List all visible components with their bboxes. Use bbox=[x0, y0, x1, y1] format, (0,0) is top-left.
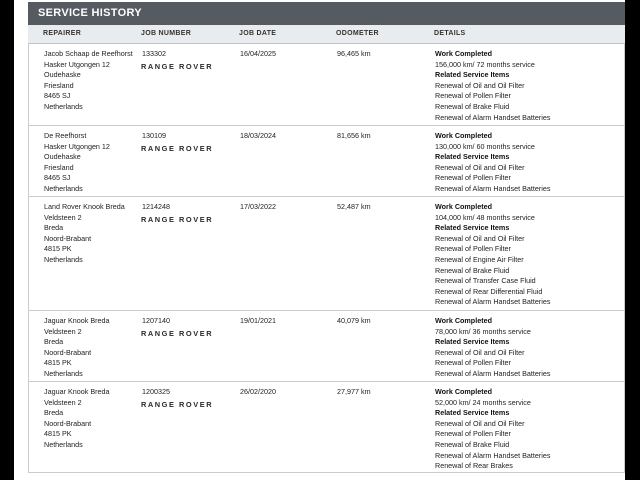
service-records-table bbox=[28, 43, 625, 473]
work-completed-value: 130,000 km/ 60 months service bbox=[435, 141, 535, 151]
related-service-item: Renewal of Brake Fluid bbox=[435, 439, 510, 449]
repairer-line: Jaguar Knook Breda bbox=[44, 387, 110, 396]
repairer-line: Netherlands bbox=[44, 254, 83, 264]
service-record-row bbox=[29, 196, 624, 311]
service-record-row bbox=[29, 43, 624, 126]
odometer-reading: 40,079 km bbox=[337, 316, 371, 325]
svg-text:RANGE ROVER: RANGE ROVER bbox=[141, 144, 214, 153]
job-number: 133302 bbox=[142, 49, 166, 58]
related-service-item: Renewal of Alarm Handset Batteries bbox=[435, 368, 551, 378]
range-rover-logo bbox=[141, 400, 221, 409]
job-date: 26/02/2020 bbox=[240, 387, 276, 396]
job-date: 17/03/2022 bbox=[240, 202, 276, 211]
job-date: 16/04/2025 bbox=[240, 49, 276, 58]
range-rover-logo bbox=[141, 144, 221, 153]
service-details bbox=[435, 387, 550, 472]
related-service-item: Renewal of Pollen Filter bbox=[435, 91, 511, 101]
related-service-item: Renewal of Alarm Handset Batteries bbox=[435, 183, 551, 193]
related-service-item: Renewal of Brake Fluid bbox=[435, 101, 510, 111]
odometer-reading: 52,487 km bbox=[337, 202, 371, 211]
svg-text:RANGE ROVER: RANGE ROVER bbox=[141, 215, 214, 224]
related-service-item: Renewal of Transfer Case Fluid bbox=[435, 276, 536, 286]
repairer-address bbox=[44, 131, 110, 195]
repairer-line: Noord-Brabant bbox=[44, 418, 92, 428]
work-completed-value: 52,000 km/ 24 months service bbox=[435, 397, 531, 407]
service-details bbox=[435, 49, 550, 123]
repairer-line: 4815 PK bbox=[44, 429, 72, 439]
related-service-item: Renewal of Pollen Filter bbox=[435, 173, 511, 183]
job-date: 19/01/2021 bbox=[240, 316, 276, 325]
work-completed-label: Work Completed bbox=[435, 49, 492, 58]
svg-text:RANGE ROVER: RANGE ROVER bbox=[141, 400, 214, 409]
service-record-row bbox=[29, 125, 624, 197]
repairer-line: Noord-Brabant bbox=[44, 347, 92, 357]
related-service-item: Renewal of Rear Brakes bbox=[435, 461, 513, 471]
range-rover-logo bbox=[141, 62, 221, 71]
repairer-line: De Reefhorst bbox=[44, 131, 87, 140]
related-service-item: Renewal of Pollen Filter bbox=[435, 358, 511, 368]
related-service-item: Renewal of Brake Fluid bbox=[435, 265, 510, 275]
related-service-item: Renewal of Alarm Handset Batteries bbox=[435, 297, 551, 307]
odometer-reading: 81,656 km bbox=[337, 131, 371, 140]
column-header-row bbox=[28, 25, 625, 44]
repairer-line: Jaguar Knook Breda bbox=[44, 316, 110, 325]
related-service-item: Renewal of Oil and Oil Filter bbox=[435, 80, 525, 90]
repairer-line: Breda bbox=[44, 408, 64, 418]
repairer-line: Land Rover Knook Breda bbox=[44, 202, 125, 211]
related-service-item: Renewal of Pollen Filter bbox=[435, 244, 511, 254]
range-rover-logo bbox=[141, 215, 221, 224]
related-service-item: Renewal of Alarm Handset Batteries bbox=[435, 450, 551, 460]
repairer-line: Friesland bbox=[44, 80, 74, 90]
related-service-items-label: Related Service Items bbox=[435, 337, 510, 347]
related-service-item: Renewal of Engine Air Filter bbox=[435, 254, 524, 264]
repairer-line: Hasker Utgongen 12 bbox=[44, 59, 110, 69]
repairer-line: Netherlands bbox=[44, 183, 83, 193]
repairer-line: Hasker Utgongen 12 bbox=[44, 141, 110, 151]
related-service-items-label: Related Service Items bbox=[435, 70, 510, 80]
work-completed-label: Work Completed bbox=[435, 316, 492, 325]
repairer-line: Breda bbox=[44, 223, 64, 233]
repairer-line: Veldsteen 2 bbox=[44, 212, 82, 222]
related-service-item: Renewal of Oil and Oil Filter bbox=[435, 162, 525, 172]
related-service-items-label: Related Service Items bbox=[435, 152, 510, 162]
work-completed-value: 156,000 km/ 72 months service bbox=[435, 59, 535, 69]
related-service-item: Renewal of Rear Differential Fluid bbox=[435, 286, 543, 296]
repairer-line: Breda bbox=[44, 337, 64, 347]
repairer-line: Noord-Brabant bbox=[44, 233, 92, 243]
column-header-odometer: ODOMETER bbox=[336, 30, 379, 37]
related-service-item: Renewal of Oil and Oil Filter bbox=[435, 233, 525, 243]
repairer-line: Oudehaske bbox=[44, 70, 81, 80]
column-header-repairer: REPAIRER bbox=[43, 30, 82, 37]
repairer-line: Veldsteen 2 bbox=[44, 326, 82, 336]
svg-text:RANGE ROVER: RANGE ROVER bbox=[141, 329, 214, 338]
repairer-line: Friesland bbox=[44, 162, 74, 172]
job-number: 130109 bbox=[142, 131, 166, 140]
job-date: 18/03/2024 bbox=[240, 131, 276, 140]
repairer-line: 8465 SJ bbox=[44, 91, 71, 101]
repairer-address bbox=[44, 202, 125, 266]
panel-title: SERVICE HISTORY bbox=[38, 7, 142, 19]
work-completed-label: Work Completed bbox=[435, 202, 492, 211]
svg-text:RANGE ROVER: RANGE ROVER bbox=[141, 62, 214, 71]
work-completed-value: 104,000 km/ 48 months service bbox=[435, 212, 535, 222]
job-number: 1200325 bbox=[142, 387, 170, 396]
odometer-reading: 27,977 km bbox=[337, 387, 371, 396]
column-header-details: DETAILS bbox=[434, 30, 466, 37]
repairer-line: Jacob Schaap de Reefhorst bbox=[44, 49, 133, 58]
repairer-line: 4815 PK bbox=[44, 244, 72, 254]
service-history-page bbox=[14, 0, 625, 480]
related-service-item: Renewal of Pollen Filter bbox=[435, 429, 511, 439]
related-service-items-label: Related Service Items bbox=[435, 408, 510, 418]
related-service-item: Renewal of Oil and Oil Filter bbox=[435, 418, 525, 428]
repairer-line: 4815 PK bbox=[44, 358, 72, 368]
service-details bbox=[435, 316, 550, 380]
work-completed-label: Work Completed bbox=[435, 387, 492, 396]
job-number: 1207140 bbox=[142, 316, 170, 325]
repairer-line: Veldsteen 2 bbox=[44, 397, 82, 407]
service-record-row bbox=[29, 381, 624, 473]
service-record-row bbox=[29, 310, 624, 382]
repairer-line: Netherlands bbox=[44, 101, 83, 111]
related-service-items-label: Related Service Items bbox=[435, 223, 510, 233]
related-service-item: Renewal of Oil and Oil Filter bbox=[435, 347, 525, 357]
odometer-reading: 96,465 km bbox=[337, 49, 371, 58]
repairer-line: Netherlands bbox=[44, 368, 83, 378]
work-completed-label: Work Completed bbox=[435, 131, 492, 140]
repairer-address bbox=[44, 316, 110, 380]
column-header-job-date: JOB DATE bbox=[239, 30, 277, 37]
repairer-line: 8465 SJ bbox=[44, 173, 71, 183]
panel-header bbox=[28, 2, 625, 25]
column-header-job-number: JOB NUMBER bbox=[141, 30, 192, 37]
range-rover-logo bbox=[141, 329, 221, 338]
repairer-address bbox=[44, 387, 110, 451]
related-service-item: Renewal of Alarm Handset Batteries bbox=[435, 112, 551, 122]
repairer-line: Netherlands bbox=[44, 439, 83, 449]
repairer-address bbox=[44, 49, 133, 113]
work-completed-value: 78,000 km/ 36 months service bbox=[435, 326, 531, 336]
service-details bbox=[435, 202, 550, 308]
job-number: 1214248 bbox=[142, 202, 170, 211]
service-details bbox=[435, 131, 550, 195]
repairer-line: Oudehaske bbox=[44, 152, 81, 162]
